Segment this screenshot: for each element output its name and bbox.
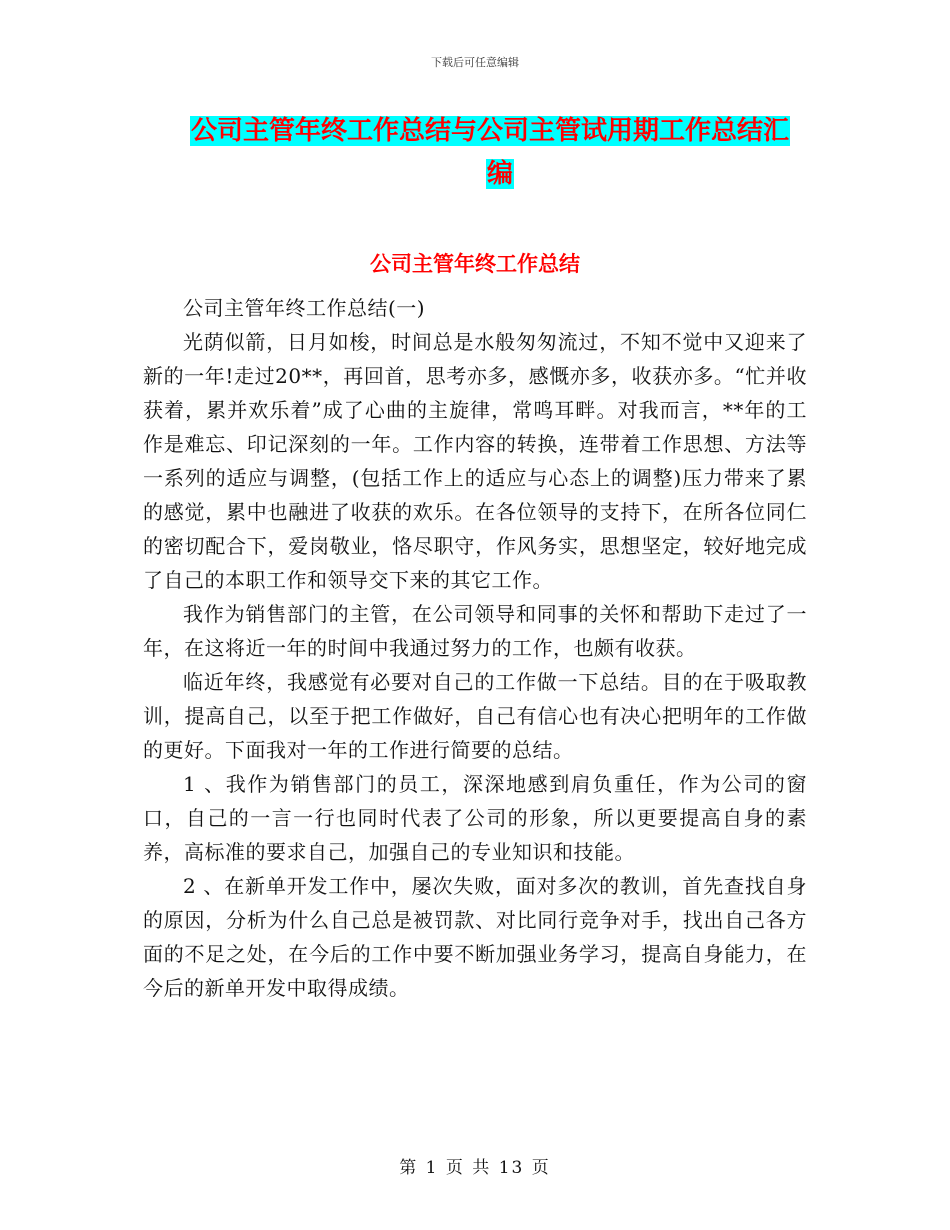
paragraph-subtitle: 公司主管年终工作总结(一) bbox=[183, 296, 426, 320]
page-header-note: 下载后可任意编辑 bbox=[431, 56, 519, 69]
paragraph: 我作为销售部门的主管，在公司领导和同事的关怀和帮助下走过了一年，在这将近一年的时间中我通过努力的工作，也颇有收获。 bbox=[143, 602, 807, 660]
paragraph: 临近年终，我感觉有必要对自己的工作做一下总结。目的在于吸取教训，提高自己，以至于把工作做好，自己有信心也有决心把明年的工作做的更好。下面我对一年的工作进行简要的总结。 bbox=[143, 670, 807, 762]
section-title: 公司主管年终工作总结 bbox=[370, 252, 580, 276]
paragraph: 2 、在新单开发工作中，屡次失败，面对多次的教训，首先查找自身的原因，分析为什么自己总是被罚款、对比同行竞争对手，找出自己各方面的不足之处，在今后的工作中要不断加强业务学习，提高自身能力，在今后的新单开发中取得成绩。 bbox=[143, 874, 807, 1000]
paragraph: 光荫似箭，日月如梭，时间总是水般匆匆流过，不知不觉中又迎来了新的一年!走过20**，再回首，思考亦多，感慨亦多，收获亦多。“忙并收获着，累并欢乐着”成了心曲的主旋律，常鸣耳畔。对我而言，**年的工作是难忘、印记深刻的一年。工作内容的转换，连带着工作思想、方法等一系列的适应与调整，(包括工作上的适应与心态上的调整)压力带来了累的感觉，累中也融进了收获的欢乐。在各位领导的支持下，在所各位同仁的密切配合下，爱岗敬业，恪尽职守，作风务实，思想坚定，较好地完成了自己的本职工作和领导交下来的其它工作。 bbox=[143, 330, 807, 592]
paragraph: 1 、我作为销售部门的员工，深深地感到肩负重任，作为公司的窗口，自己的一言一行也同时代表了公司的形象，所以更要提高自身的素养，高标准的要求自己，加强自己的专业知识和技能。 bbox=[143, 772, 807, 864]
document-body bbox=[143, 291, 807, 1005]
document-title bbox=[190, 110, 810, 196]
document-title-line-2: 编 bbox=[486, 159, 513, 189]
page-indicator: 第 1 页 共 13 页 bbox=[399, 1158, 551, 1178]
document-title-line-1: 公司主管年终工作总结与公司主管试用期工作总结汇 bbox=[191, 116, 790, 146]
